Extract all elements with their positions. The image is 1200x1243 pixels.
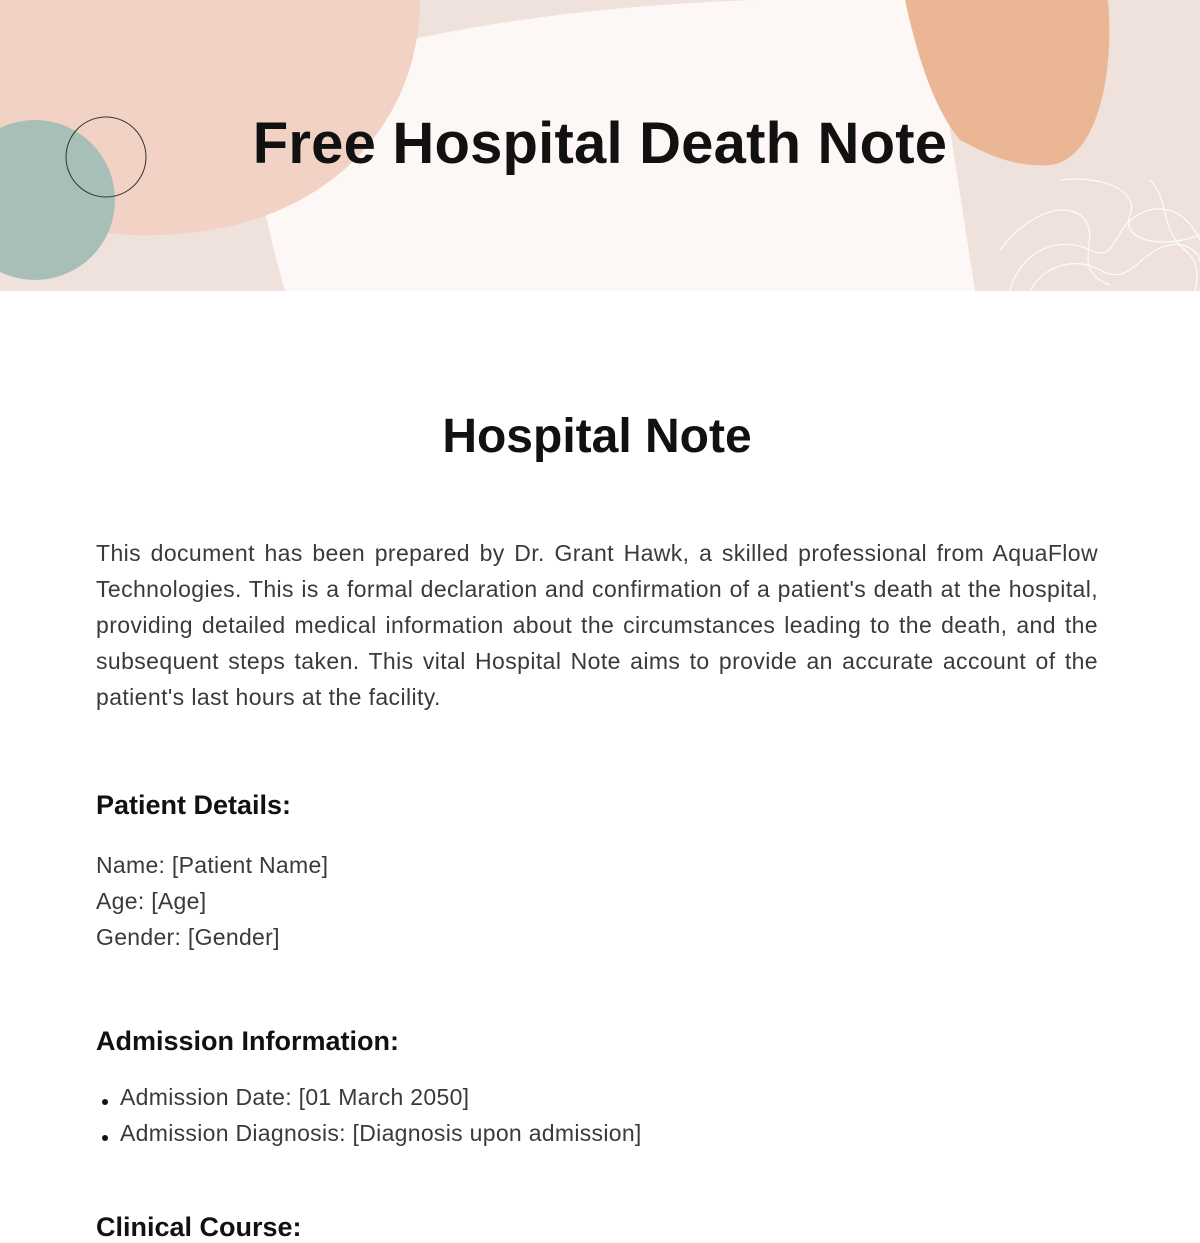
- document-title: Hospital Note: [442, 410, 752, 463]
- bullet-icon: [102, 1135, 108, 1141]
- admission-diagnosis-text: Admission Diagnosis: [Diagnosis upon admission]: [120, 1120, 642, 1146]
- bullet-icon: [102, 1099, 108, 1105]
- list-item: [96, 1115, 1098, 1151]
- admission-info-list: [96, 1079, 1098, 1151]
- patient-name-line: Name: [Patient Name]: [96, 852, 329, 878]
- list-item: [96, 1079, 1098, 1115]
- banner-title: Free Hospital Death Note: [252, 111, 948, 176]
- header-banner: [0, 0, 1200, 291]
- intro-paragraph: This document has been prepared by Dr. Grant Hawk, a skilled professional from AquaFlow Technologies. This is a formal declaration and confirmation of a patient's death at the hospital, providing detailed medical information about the circumstances leading to the death, and the subsequent steps taken. This vital Hospital Note aims to provide an accurate account of the patient's last hours at the facility.: [96, 540, 1098, 710]
- patient-gender-line: Gender: [Gender]: [96, 924, 280, 950]
- admission-info-heading: Admission Information:: [96, 1026, 399, 1056]
- admission-date-text: Admission Date: [01 March 2050]: [120, 1084, 470, 1110]
- patient-age-line: Age: [Age]: [96, 888, 207, 914]
- clinical-course-heading: Clinical Course:: [96, 1212, 302, 1242]
- patient-details-list: [96, 847, 1098, 955]
- patient-details-heading: Patient Details:: [96, 790, 292, 820]
- document-body: [96, 291, 1098, 1243]
